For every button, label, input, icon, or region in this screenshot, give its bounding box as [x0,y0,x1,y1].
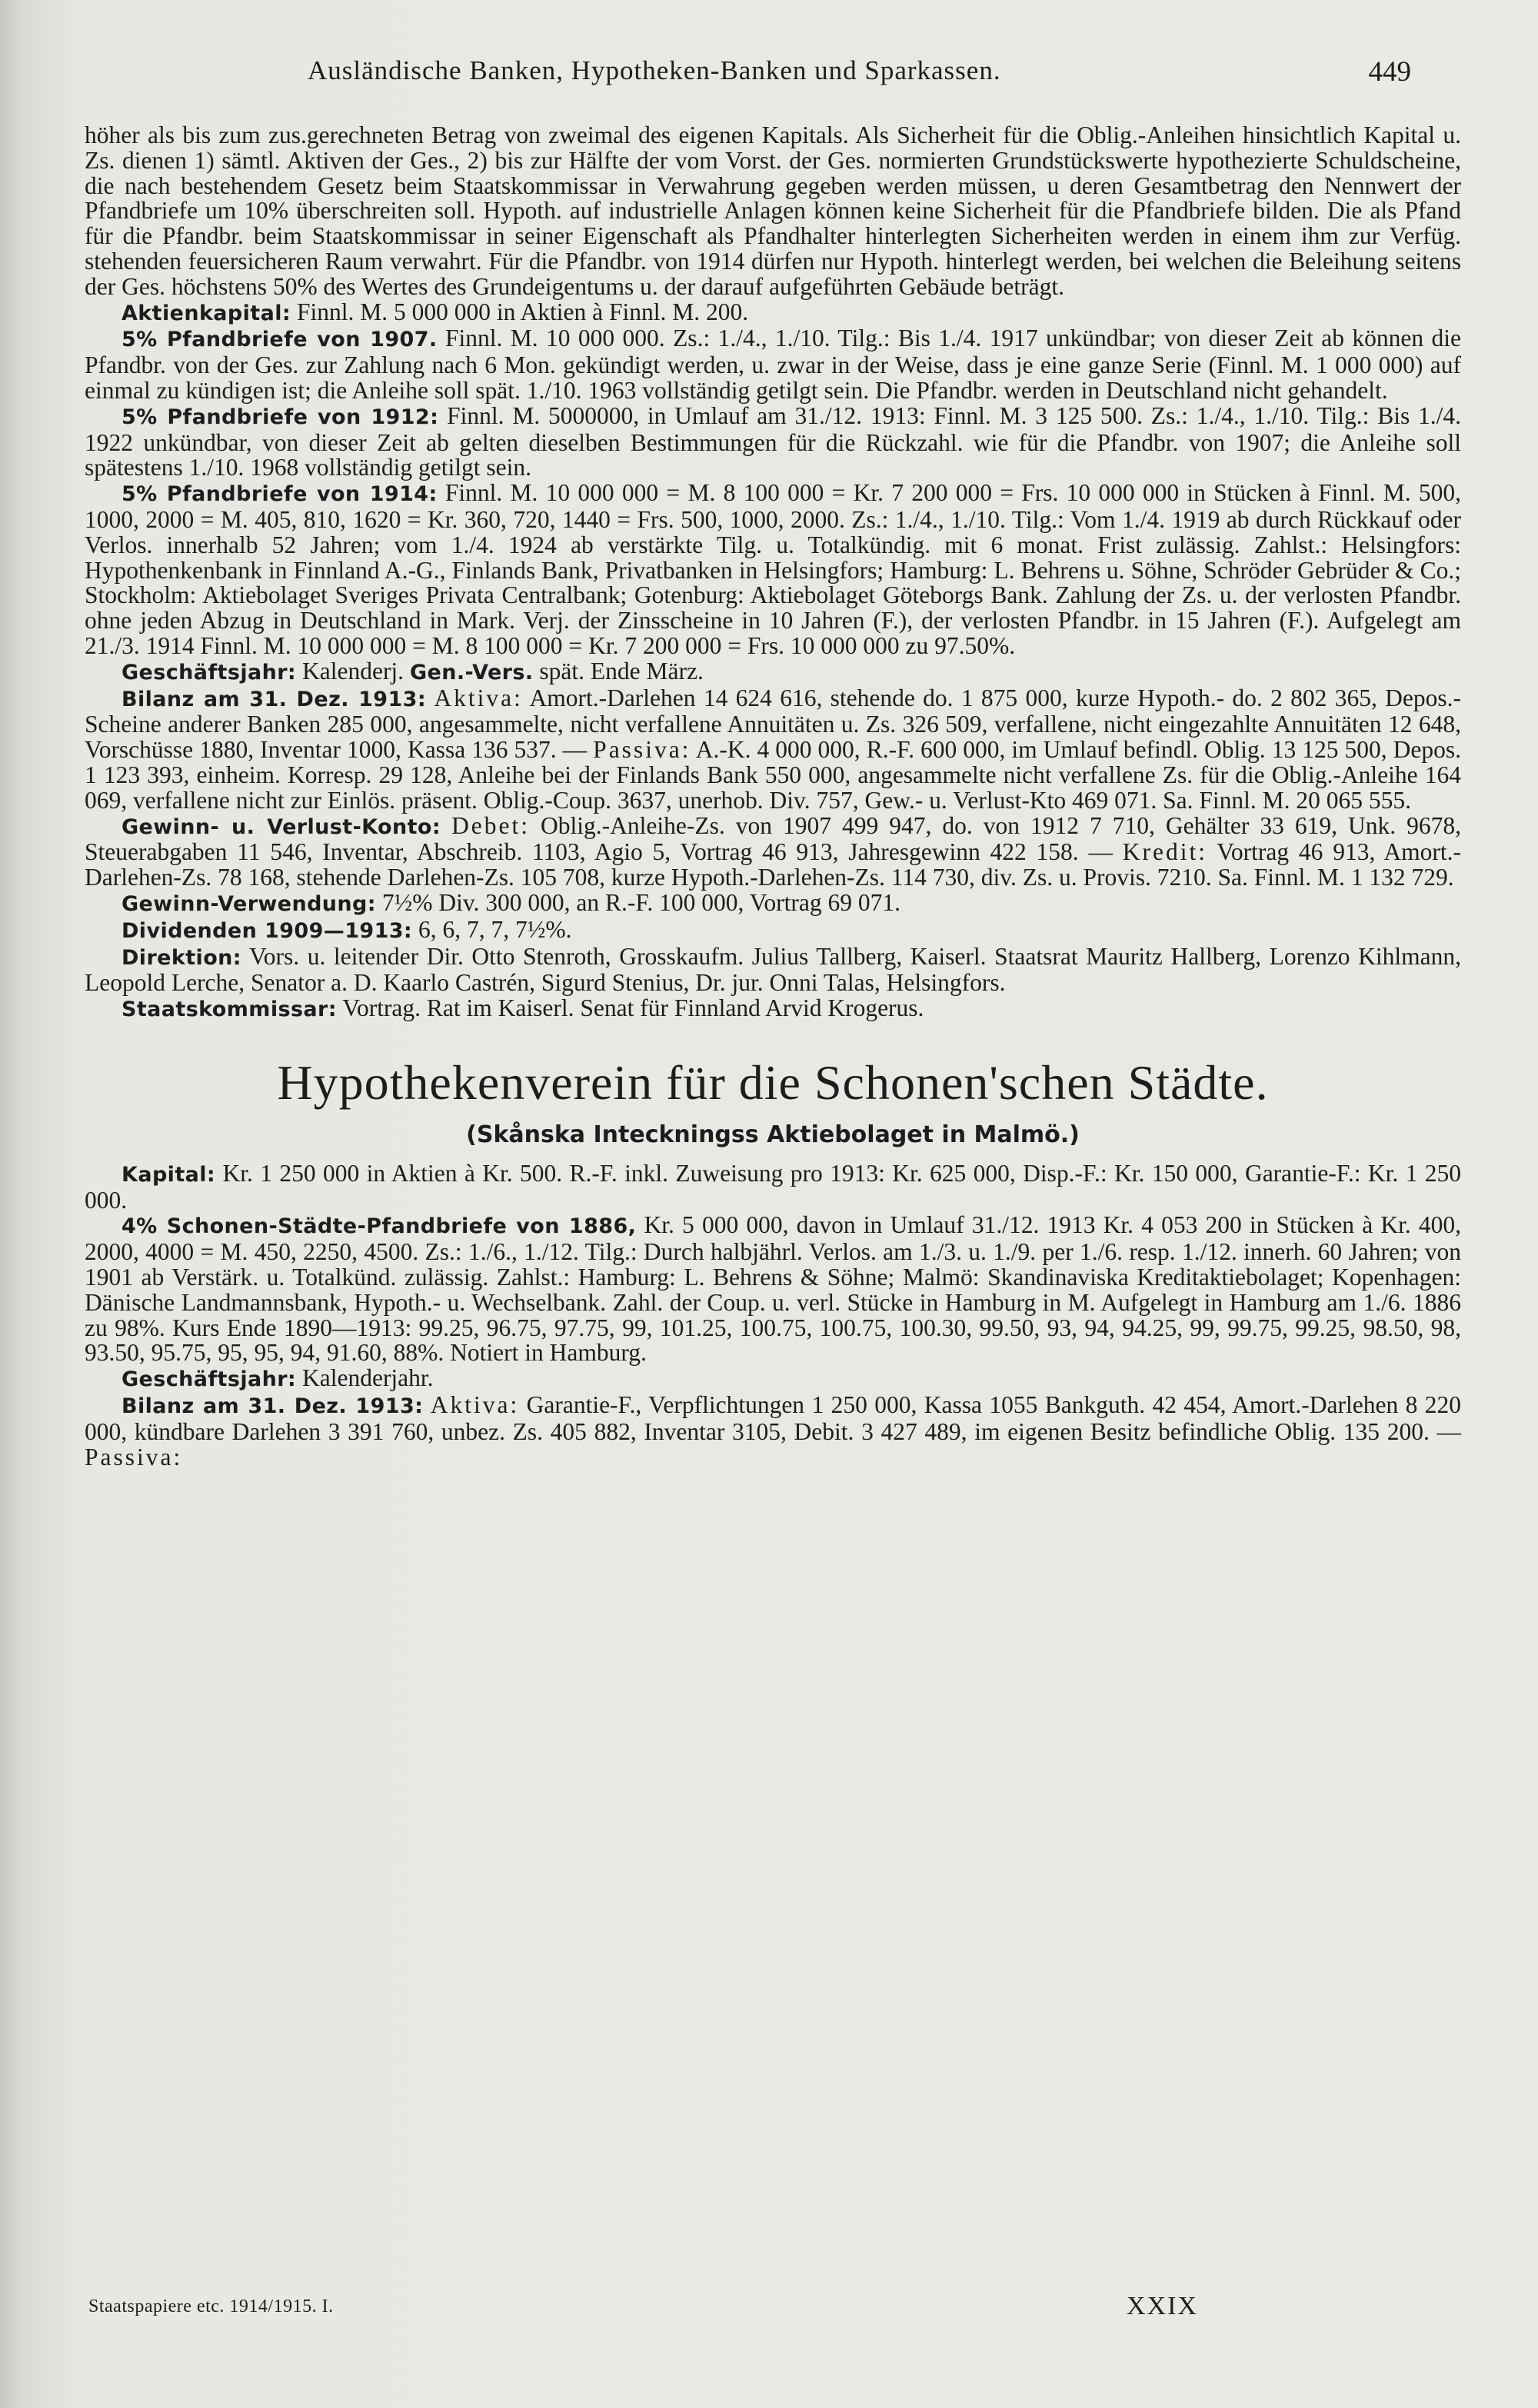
geschaeftsjahr-paragraph [85,659,1461,686]
staatskommissar-heading: Staatskommissar: [122,998,337,1022]
bilanz-2-heading: Bilanz am 31. Dez. 1913: [122,1394,424,1419]
footer-signature: XXIX [1127,2292,1198,2320]
page-footer [88,2292,1446,2327]
aktienkapital-heading: Aktienkapital: [122,301,291,325]
gen-vers-heading: Gen.-Vers. [409,660,534,684]
geschaeftsjahr-2-text: Kalenderjahr. [302,1364,434,1392]
kapital-paragraph [85,1161,1461,1214]
geschaeftsjahr-2-heading: Geschäftsjahr: [122,1367,297,1392]
bilanz-heading: Bilanz am 31. Dez. 1913: [122,687,427,711]
pfandbriefe-1912-heading: 5% Pfandbriefe von 1912: [122,405,439,429]
section-subtitle: (Skånska Inteckningss Aktiebolaget in Malmö.) [466,1121,1080,1148]
gewinn-verlust-heading: Gewinn- u. Verlust-Konto: [122,814,441,839]
passiva-2-label: Passiva: [85,1443,183,1470]
pfandbriefe-1907-text: Finnl. M. 10 000 000. Zs.: 1./4., 1./10. Tilg.: Bis 1./4. 1917 unkündbar; von dieser Zeit ab können die Pfandbr. von der Ges. zur Zahlung nach 6 Mon. gekündigt werden, u. zwar in der Weise, dass je eine ganze Serie (Finnl. M. 1 000 000) auf einmal zu kündigen ist; die Anleihe soll spät. 1./10. 1963 vollständig getilgt sein. Die Pfandbr. werden in Deutschland nicht gehandelt. [85,325,1461,404]
debet-label: Debet: [451,811,531,839]
page-body [85,123,1461,1470]
aktienkapital-text: Finnl. M. 5 000 000 in Aktien à Finnl. M. 200. [296,298,749,325]
staatskommissar-text: Vortrag. Rat im Kaiserl. Senat für Finnland Arvid Krogerus. [342,994,924,1022]
pfandbriefe-1886-paragraph [85,1213,1461,1366]
dividenden-heading: Dividenden 1909—1913: [122,918,413,943]
guv-kredit-text: Vortrag 46 913, Amort.-Darlehen-Zs. 78 168, stehende Darlehen-Zs. 105 708, kurze Hypoth.-Darlehen-Zs. 114 730, div. Zs. u. Provis. 7210. Sa. Finnl. M. 1 132 729. [85,838,1461,891]
staatskommissar-paragraph [85,996,1461,1023]
aktiva-2-label: Aktiva: [430,1391,520,1419]
pfandbriefe-1886-heading: 4% Schonen-Städte-Pfandbriefe von 1886, [122,1214,637,1239]
direktion-paragraph [85,944,1461,997]
intro-paragraph: höher als bis zum zus.gerechneten Betrag von zweimal des eigenen Kapitals. Als Sicherheit für die Oblig.-Anleihen hinsichtlich Kapital u. Zs. dienen 1) sämtl. Aktiven der Ges., 2) bis zur Hälfte der vom Vorst. der Ges. normierten Grundstückswerte hypothezierte Schuldscheine, die nach bestehendem Gesetz beim Staatskommissar in Verwahrung gegeben werden müssen, u deren Gesamtbetrag den Nennwert der Pfandbriefe um 10% überschreiten soll. Hypoth. auf industrielle Anlagen können keine Sicherheit für die Pfandbriefe bilden. Die als Pfand für die Pfandbr. beim Staatskommissar in seiner Eigenschaft als Pfandhalter hinterlegten Sicherheiten werden in einem ihm zur Verfüg. stehenden feuersicheren Raum verwahrt. Für die Pfandbr. von 1914 dürfen nur Hypoth. hinterlegt werden, bei welchen die Beleihung seitens der Ges. höchstens 50% des Wertes des Grundeigentums u. der darauf aufgeführten Gebäude beträgt. [85,122,1461,300]
section-title: Hypothekenverein für die Schonen'schen Städte. [277,1054,1269,1110]
page-number: 449 [1368,56,1411,88]
gewinn-verwendung-text: 7½% Div. 300 000, an R.-F. 100 000, Vortrag 69 071. [381,888,900,916]
bilanz-paragraph [85,686,1461,814]
bilanz-2-paragraph [85,1393,1461,1470]
dividenden-paragraph [85,915,1461,944]
page-header [92,55,1446,102]
kapital-text: Kr. 1 250 000 in Aktien à Kr. 500. R.-F. inkl. Zuweisung pro 1913: Kr. 625 000, Disp.-F.: Kr. 150 000, Garantie-F.: Kr. 1 250 000. [85,1159,1462,1214]
direktion-heading: Direktion: [122,945,241,970]
geschaeftsjahr-2-paragraph [85,1366,1461,1393]
pfandbriefe-1912-paragraph [85,401,1462,481]
geschaeftsjahr-text: Kalenderj. [302,657,404,684]
pfandbriefe-1907-paragraph [85,326,1461,403]
aktienkapital-paragraph [85,300,1461,327]
footer-source: Staatspapiere etc. 1914/1915. I. [88,2296,334,2316]
running-title: Ausländische Banken, Hypotheken-Banken und Sparkassen. [308,55,1001,85]
gen-vers-text: spät. Ende März. [539,657,704,684]
gewinn-verwendung-heading: Gewinn-Verwendung: [122,891,376,916]
pfandbriefe-1914-text: Finnl. M. 10 000 000 = M. 8 100 000 = Kr. 7 200 000 = Frs. 10 000 000 in Stücken à Finnl. M. 500, 1000, 2000 = M. 405, 810, 1620 = Kr. 360, 720, 1440 = Frs. 500, 1000, 2000. Zs.: 1./4., 1./10. Tilg.: Vom 1./4. 1919 ab durch Rückkauf oder Verlos. innerhalb 52 Jahren; vom 1./4. 1924 ab verstärkte Tilg. u. Totalkündig. mit 6 monat. Frist zulässig. Zahlst.: Helsingfors: Hypothenkenbank in Finnland A.-G., Finlands Bank, Privatbanken in Helsingfors; Hamburg: L. Behrens u. Söhne, Schröder Gebrüder & Co.; Stockholm: Aktiebolaget Sveriges Privata Centralbank; Gotenburg: Aktiebolaget Göteborgs Bank. Zahlung der Zs. u. der verlosten Pfandbr. ohne jeden Abzug in Deutschland in Mark. Verj. der Zinsscheine in 10 Jahren (F.), der verlosten Pfandbr. in 15 Jahren (F.). Aufgelegt am 21./3. 1914 Finnl. M. 10 000 000 = M. 8 100 000 = Kr. 7 200 000 = Frs. 10 000 000 zu 97.50%. [85,479,1461,659]
pfandbriefe-1886-text: Kr. 5 000 000, davon in Umlauf 31./12. 1913 Kr. 4 053 200 in Stücken à Kr. 400, 2000, 4000 = M. 450, 2250, 4500. Zs.: 1./6., 1./12. Tilg.: Durch halbjährl. Verlos. am 1./3. u. 1./9. per 1./6. resp. 1./12. innerh. 60 Jahren; von 1901 ab Verstärk. u. Totalkünd. zulässig. Zahlst.: Hamburg: L. Behrens & Söhne; Malmö: Skandinaviska Kreditaktiebolaget; Kopenhagen: Dänische Landmannsbank, Hypoth.- u. Wechselbank. Zahl. der Coup. u. verl. Stücke in Hamburg in M. Aufgelegt in Hamburg am 1./6. 1886 zu 98%. Kurs Ende 1890—1913: 99.25, 96.75, 97.75, 99, 101.25, 100.75, 100.75, 100.30, 99.50, 93, 94, 94.25, 99, 99.75, 99.25, 98.50, 98, 93.50, 95.75, 95, 95, 94, 91.60, 88%. Notiert in Hamburg. [85,1211,1461,1367]
direktion-text: Vors. u. leitender Dir. Otto Stenroth, Grosskaufm. Julius Tallberg, Kaiserl. Staatsrat Mauritz Hallberg, Lorenzo Kihlmann, Leopold Lerche, Senator a. D. Kaarlo Castrén, Sigurd Stenius, Dr. jur. Onni Talas, Helsingfors. [85,942,1462,997]
geschaeftsjahr-heading: Geschäftsjahr: [122,660,297,684]
gewinn-verwendung-paragraph [85,888,1461,918]
pfandbriefe-1914-heading: 5% Pfandbriefe von 1914: [122,482,438,507]
gewinn-verlust-paragraph [85,811,1462,891]
aktiva-label: Aktiva: [434,684,523,711]
bilanz-2-aktiva-text: Garantie-F., Verpflichtungen 1 250 000, Kassa 1055 Bankguth. 42 454, Amort.-Darlehen 8 220 000, kündbare Darlehen 3 391 760, unbez. Zs. 405 882, Inventar 3105, Debit. 3 427 489, im eigenen Besitz befindliche Oblig. 135 200. — [85,1391,1461,1445]
passiva-label: Passiva: [593,736,691,764]
guv-debet-text: Oblig.-Anleihe-Zs. von 1907 499 947, do. von 1912 7 710, Gehälter 33 619, Unk. 9678, Steuerabgaben 11 546, Inventar, Abschreib. 1103, Agio 5, Vortrag 46 913, Jahresgewinn 422 158. — [85,811,1462,866]
pfandbriefe-1907-heading: 5% Pfandbriefe von 1907. [122,328,438,352]
dividenden-text: 6, 6, 7, 7, 7½%. [418,915,572,943]
pfandbriefe-1912-text: Finnl. M. 5000000, in Umlauf am 31./12. 1913: Finnl. M. 3 125 500. Zs.: 1./4., 1./10. Tilg.: Bis 1./4. 1922 unkündbar, von dieser Zeit ab gelten dieselben Bestimmungen für die Rückzahl. wie für die Pfandbr. von 1907; die Anleihe soll spätestens 1./10. 1968 vollständig getilgt sein. [85,401,1462,481]
kredit-label: Kredit: [1122,838,1207,866]
pfandbriefe-1914-paragraph [85,481,1461,659]
bilanz-passiva-text: A.-K. 4 000 000, R.-F. 600 000, im Umlauf befindl. Oblig. 13 125 500, Depos. 1 123 393, einheim. Korresp. 29 128, Anleihe bei der Finlands Bank 550 000, angesammelte nicht verfallene Zs. für die Oblig.-Anleihe 164 069, verfallene nicht zur Einlös. präsent. Oblig.-Coup. 3637, unerhob. Div. 757, Gew.- u. Verlust-Kto 469 071. Sa. Finnl. M. 20 065 555. [85,736,1461,814]
kapital-heading: Kapital: [122,1162,216,1187]
bilanz-aktiva-text: Amort.-Darlehen 14 624 616, stehende do. 1 875 000, kurze Hypoth.- do. 2 802 365, Depos.-Scheine anderer Banken 285 000, angesammelte, nicht verfallene Annuitäten u. Zs. 326 509, verfallene, nicht eingezahlte Annuitäten 12 648, Vorschüsse 1880, Inventar 1000, Kassa 136 537. — [85,684,1462,764]
